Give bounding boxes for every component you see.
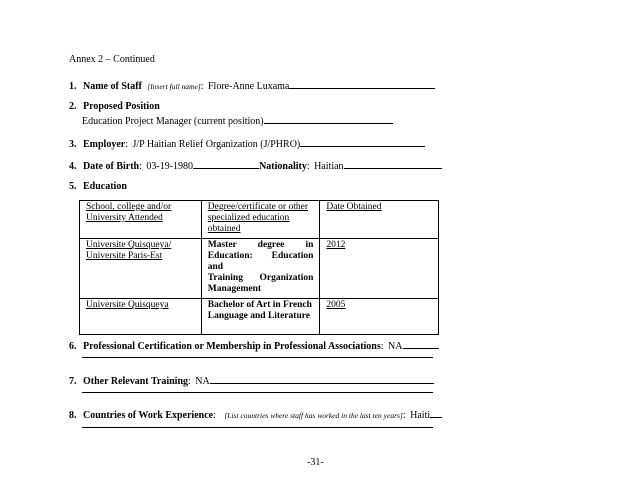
- date-of-birth-value: 03-19-1980: [146, 161, 194, 172]
- fill-line: [193, 159, 259, 169]
- cell-school: Universite Quisqueya/ Universite Paris-Est: [80, 239, 202, 299]
- item-number: 2.: [69, 101, 77, 112]
- other-training-value: NA: [195, 376, 210, 387]
- header-degree: Degree/certificate or other specialized education obtained: [201, 201, 320, 239]
- item-number: 7.: [69, 376, 77, 387]
- item-number: 1.: [69, 81, 77, 92]
- fill-line: [82, 427, 433, 428]
- name-of-staff-value: Flore-Anne Luxama: [208, 81, 290, 92]
- cell-date: 2012: [320, 239, 439, 299]
- item-number: 5.: [69, 181, 77, 192]
- item-other-training: 7. Other Relevant Training: NA: [69, 374, 434, 387]
- fill-line: [82, 357, 433, 358]
- countries-label: Countries of Work Experience: [83, 410, 214, 421]
- item-date-of-birth: 4. Date of Birth: 03-19-1980 Nationality: Haitian: [69, 159, 442, 172]
- fill-line: [289, 79, 435, 89]
- other-training-label: Other Relevant Training: [83, 376, 188, 387]
- name-separator: :: [200, 81, 204, 92]
- fill-line: [210, 374, 434, 384]
- education-label: Education: [83, 181, 127, 192]
- table-header-row: [80, 201, 439, 239]
- employer-label: Employer: [83, 139, 126, 150]
- item-number: 3.: [69, 139, 77, 150]
- item-number: 6.: [69, 341, 77, 352]
- countries-value: Haiti: [410, 410, 431, 421]
- item-employer: 3. Employer: J/P Haitian Relief Organization (J/PHRO): [69, 137, 425, 150]
- fill-line: [403, 339, 439, 349]
- fill-line: [264, 114, 393, 124]
- name-of-staff-label: Name of Staff: [83, 81, 142, 92]
- item-proposed-position: [69, 101, 160, 112]
- table-row: [80, 239, 439, 299]
- cell-degree: Master degree in Education: Education and Training Organization Management: [201, 239, 320, 299]
- certification-label: Professional Certification or Membership in Professional Associations: [83, 341, 381, 352]
- education-table: [79, 200, 439, 335]
- header-school: School, college and/or University Attended: [80, 201, 202, 239]
- fill-line: [300, 137, 425, 147]
- countries-hint: [List countries where staff has worked in the last ten years]: [224, 411, 403, 420]
- fill-line: [430, 408, 442, 418]
- proposed-position-value: Education Project Manager (current position): [82, 116, 264, 127]
- proposed-position-line: [82, 114, 393, 127]
- fill-line: [344, 159, 442, 169]
- proposed-position-label: Proposed Position: [83, 101, 160, 112]
- cell-date: 2005: [320, 299, 439, 335]
- cell-degree: Bachelor of Art in French Language and Literature: [201, 299, 320, 335]
- item-countries-of-work: 8. Countries of Work Experience: [List countries where staff has worked in the last ten years]: Haiti: [69, 408, 442, 421]
- item-education: [69, 181, 127, 192]
- table-row: [80, 299, 439, 335]
- certification-value: NA: [388, 341, 403, 352]
- annex-title: Annex 2 – Continued: [69, 54, 155, 65]
- item-name-of-staff: [69, 79, 435, 92]
- cell-school: Universite Quisqueya: [80, 299, 202, 335]
- item-certification: 6. Professional Certification or Membership in Professional Associations: NA: [69, 339, 439, 352]
- name-of-staff-hint: [Insert full name]: [147, 82, 201, 91]
- nationality-value: Haitian: [314, 161, 344, 172]
- nationality-label: Nationality: [259, 161, 307, 172]
- employer-value: J/P Haitian Relief Organization (J/PHRO): [132, 139, 301, 150]
- fill-line: [82, 392, 433, 393]
- item-number: 8.: [69, 410, 77, 421]
- header-date-obtained: Date Obtained: [320, 201, 439, 239]
- date-of-birth-label: Date of Birth: [83, 161, 140, 172]
- item-number: 4.: [69, 161, 77, 172]
- page-number: -31-: [307, 457, 324, 468]
